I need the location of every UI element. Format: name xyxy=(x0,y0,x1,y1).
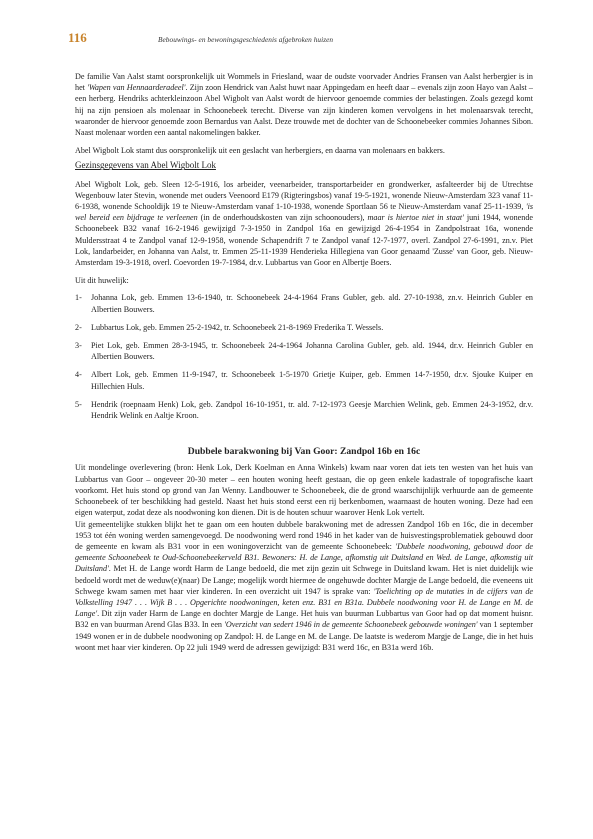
children-list xyxy=(75,292,533,421)
intro-paragraph-1 xyxy=(75,71,533,138)
list-item-number: 5- xyxy=(75,399,82,409)
family-text-c: juni 1944, wonende Schoonebeek B32 vanaf 16-2-1946 gewijzigd 7-3-1950 in Zandpol 16a en gewijzigd 26-4-1954 in Zandpolstraat 16a, wonende Muldersstraat 4 te Zandpol vanaf 12-9-1958, wonende Schapendrift 7 te Zandpol vanaf 12-7-1977, overl. Zandpol 27-6-1991, zn.v. Piet Lok, landarbeider, en Johanna van Aalst, tr. Emmen 25-11-1939 Henderieka Hillegiena van Goor genaamd 'Zusse' van Goor, geb. Nieuw-Amsterdam 19-3-1918, overl. Coevorden 19-7-1984, dr.v. Lubbartus van Goor en Albertje Boers. xyxy=(75,213,533,268)
family-paragraph xyxy=(75,179,533,269)
list-item-text: Johanna Lok, geb. Emmen 13-6-1940, tr. Schoonebeek 24-4-1964 Frans Gubler, geb. ald. 27-10-1938, zn.v. Heinrich Gubler en Albertien Bouwers. xyxy=(91,293,533,314)
intro-quote: 'Wapen van Hennaarderadeel' xyxy=(87,83,186,93)
children-intro: Uit dit huwelijk: xyxy=(75,276,129,286)
family-quote-1: 'is wel bereid een bijdrage te verleenen xyxy=(75,202,533,223)
intro-text: De familie Van Aalst stamt oorspronkelijk uit Wommels in Friesland, waar de oudste voorvader Andries Fransen van Aalst herbergier is in het xyxy=(75,72,533,93)
family-text-a: Abel Wigbolt Lok, geb. Sleen 12-5-1916, los arbeider, veenarbeider, transportarbeider en grondwerker, asfalteerder bij de Utrechtse Wegenbouw later Stevin, wonende met ouders Veenoord E179 (Rigteringsbos) vanaf 19-5-1921, wonende Nieuw-Amsterdam 323 vanaf 11-6-1938, wonende Schooldijk 19 te Nieuw-Amsterdam vanaf 1-10-1938, wonende Sportlaan 56 te Nieuw-Amsterdam vanaf 25-11-1939, xyxy=(75,179,533,212)
running-title: Bebouwings- en bewoningsgeschiedenis afgebroken huizen xyxy=(158,35,334,44)
section-paragraph-1: Uit mondelinge overlevering (bron: Henk Lok, Derk Koelman en Anna Winkels) kwam naar voren dat iets ten westen van het huis van Lubbartus van Goor – ongeveer 20-30 meter – een houten woning heeft gestaan, die op geen enkele kadastrale of topografische kaart voorkomt. Het huis stond op grond van Jan Wenny. Landbouwer te Schoonebeek, die de grond waarschijnlijk verhuurde aan de gemeente Schoonebeek of ter beschikking had gesteld. Naast het huis stond eerst een rij berkenbomen, waarnaast de houten woning. Deze had een eigen waterput, zodat deze als noodwoning kon dienen. Dit is de houten schuur waarover Henk Lok vertelt. xyxy=(75,463,533,518)
list-item-text: Piet Lok, geb. Emmen 28-3-1945, tr. Schoonebeek 24-4-1964 Johanna Carolina Gubler, geb. ald. 1944, dr.v. Heinrich Gubler en Albertien Bouwers. xyxy=(91,341,533,362)
page-content xyxy=(75,71,533,653)
list-item xyxy=(75,322,533,333)
section-quote-1: 'Dubbele noodwoning, gebouwd door de gemeente Schoonebeek te Oud-Schoonebeekerveld B31. Bewoners: H. de Lange, afkomstig uit Duitsland en Wed. de Lange, afkomstig uit Duitsland' xyxy=(75,541,533,574)
section-heading: Dubbele barakwoning bij Van Goor: Zandpol 16b en 16c xyxy=(187,446,421,458)
intro-paragraph-2: Abel Wigbolt Lok stamt dus oorspronkelijk uit een geslacht van herbergiers, en daarna van molenaars en bakkers. xyxy=(75,146,445,156)
list-item xyxy=(75,399,533,421)
family-heading: Gezinsgegevens van Abel Wigbolt Lok xyxy=(75,160,216,171)
list-item xyxy=(75,292,533,314)
section-text-d: van 1 september 1949 wonen er in de dubbele noodwoning op Zandpol: H. de Lange en M. de Lange. De laatste is wederom Margje de Lange, die in het huis woont met haar vier kinderen. Op 22 juli 1949 werd de adressen gewijzigd: B31 werd 16c, en B31a werd 16b. xyxy=(75,620,533,652)
section-quote-3: 'Overzicht van sedert 1946 in de gemeente Schoonebeek gebouwde woningen' xyxy=(224,620,478,630)
list-item-text: Hendrik (roepnaam Henk) Lok, geb. Zandpol 16-10-1951, tr. ald. 7-12-1973 Geesje Marchien Welink, geb. Emmen 24-3-1952, dr.v. Hendrik Welink en Aaltje Kroon. xyxy=(91,399,533,421)
section-quote-2: 'Toelichting op de mutaties in de cijfers van de Volkstelling 1947 . . . Wijk B . . . Opgerichte noodwoningen, keten enz. B31 en B31a. Dubbele noodwoning voor H. de Lange en M. de Lange' xyxy=(75,586,533,619)
intro-text-rest: . Zijn zoon Hendrick van Aalst huwt naar Appingedam en heeft daar – evenals zijn zoon Hayo van Aalst – een herberg. Hendriks achterkleinzoon Abel Wigbolt van Aalst wordt de hiervoor genoemde commies der belastingen. Zoals gezegd komt hij na zijn pensioen als molenaar in Schoonebeek terecht. Diverse van zijn kinderen komen vervolgens in het molenaarsvak terecht, waaronder de hiervoor genoemde zoon Bernardus van Aalst. Deze trouwde met de dochter van de Schoonebeeker commies Johannes Sibon. Naast molenaar worden een aantal nakomelingen bakker. xyxy=(75,83,533,138)
section-paragraph-2 xyxy=(75,519,533,653)
list-item-number: 3- xyxy=(75,341,82,351)
section-text-c: . Dit zijn vader Harm de Lange en dochter Margje de Lange. Het huis van buurman Lubbartus van Goor had op dat moment huisnr. B32 en van buurman Arend Glas B33. In een xyxy=(75,609,533,630)
list-item xyxy=(75,340,533,362)
list-item-number: 2- xyxy=(75,322,82,332)
list-item-text: Lubbartus Lok, geb. Emmen 25-2-1942, tr. Schoonebeek 21-8-1969 Frederika T. Wessels. xyxy=(91,322,384,332)
list-item-text: Albert Lok, geb. Emmen 11-9-1947, tr. Schoonebeek 1-5-1970 Grietje Kuiper, geb. Emmen 14-7-1950, dr.v. Sjouke Kuiper en Hillechien Huls. xyxy=(91,370,533,391)
section-text-a: Uit gemeentelijke stukken blijkt het te gaan om een houten dubbele barakwoning met de adressen Zandpol 16b en 16c, die in december 1953 tot één woning werden samengevoegd. De noodwoning werd rond 1946 in het kader van de huisvestingsproblematiek gebouwd door de gemeente en kwam als B31 voor in een woningoverzicht van de gemeente Schoonebeek: xyxy=(75,519,533,551)
page-number: 116 xyxy=(68,30,87,45)
family-text-b: (in de onderhoudskosten van zijn schoonouders), xyxy=(197,213,368,223)
list-item xyxy=(75,369,533,391)
section-text-b: . Met H. de Lange wordt Harm de Lange bedoeld, die met zijn gezin uit Schwege in Duitsland kwam. Het is niet duidelijk wie bedoeld wordt met de weduw(e)(naar) De Lange; mogelijk wordt hiermee de ongehuwde dochter Margje de Lange bedoeld, die eveneens uit Schwege kwam samen met haar vier kinderen. In een overzicht uit 1947 is sprake van: xyxy=(75,564,533,596)
list-item-number: 1- xyxy=(75,293,82,303)
page-header xyxy=(68,30,533,46)
list-item-number: 4- xyxy=(75,370,82,380)
family-quote-2: maar is hiertoe niet in staat' xyxy=(367,213,464,223)
